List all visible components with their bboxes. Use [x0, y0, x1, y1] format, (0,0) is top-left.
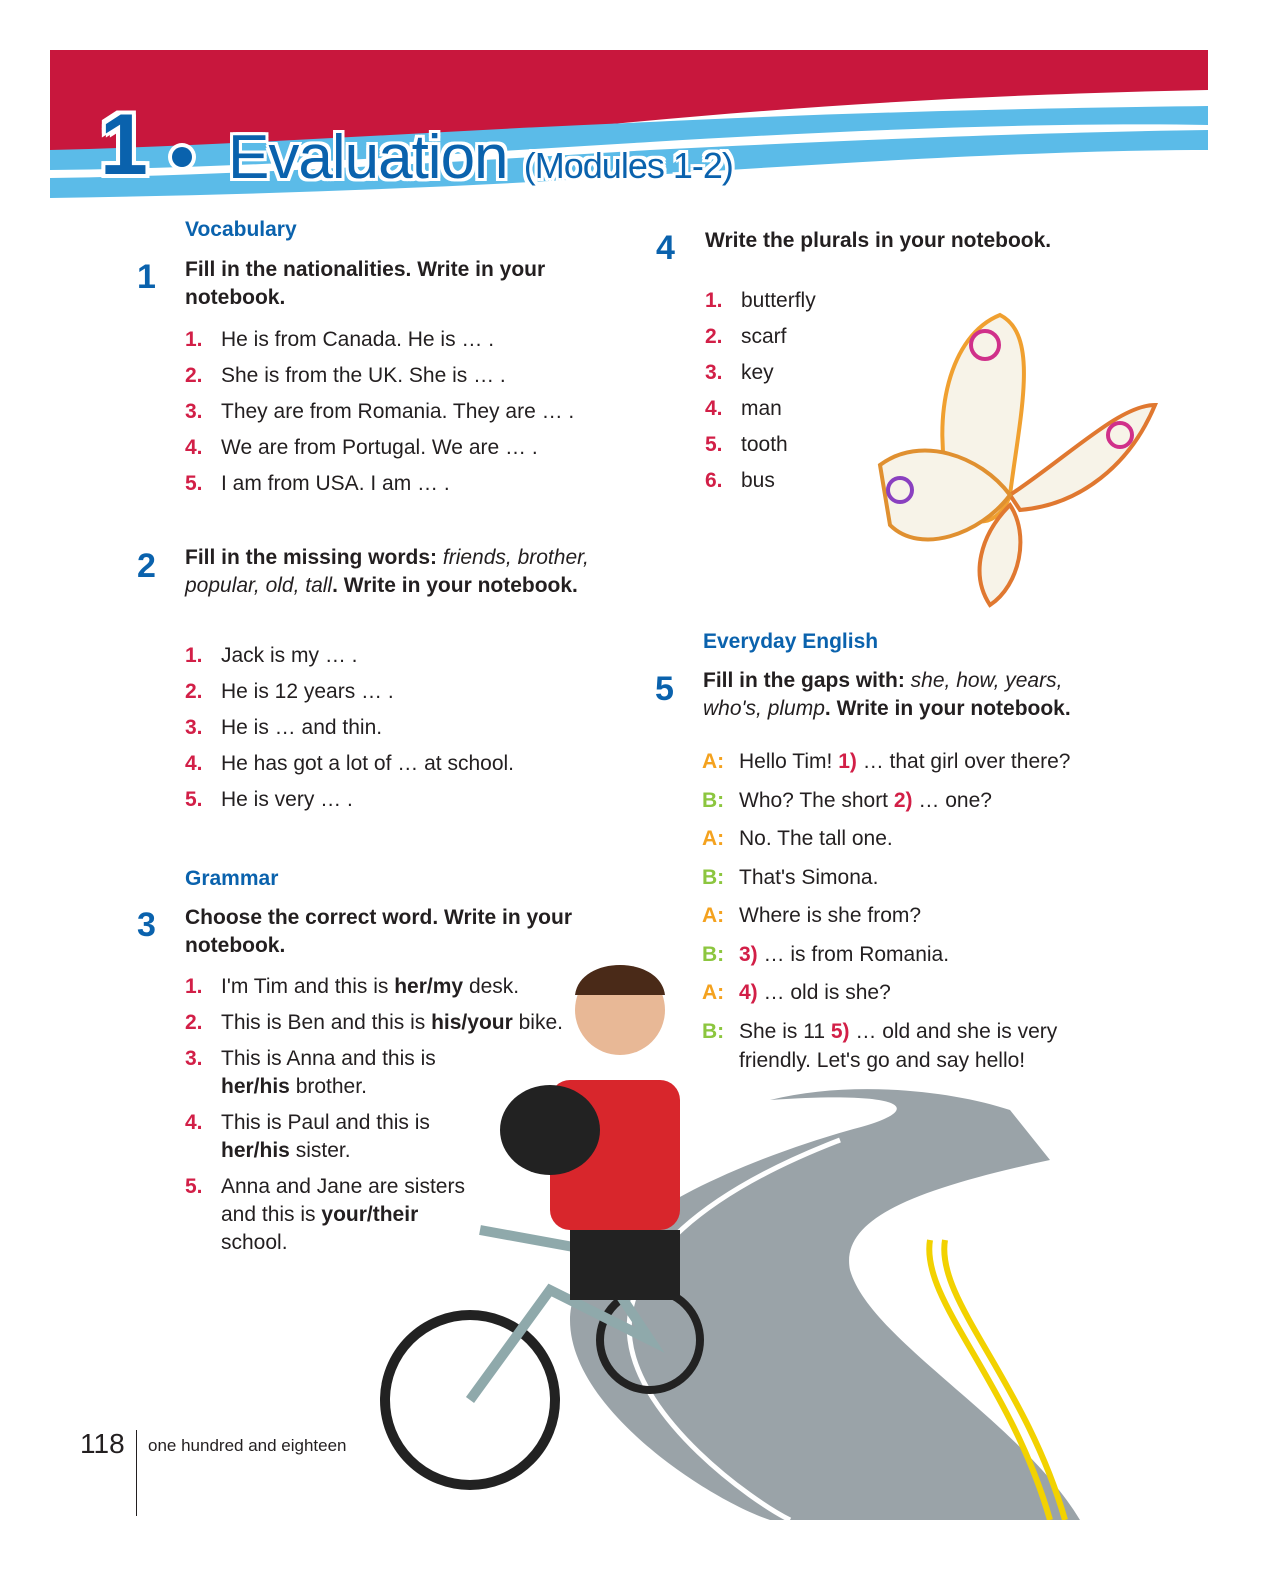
exercise-instruction: Fill in the nationalities. Write in your notebook.: [185, 258, 546, 309]
item-number: 5.: [185, 1175, 203, 1198]
item-text: key: [741, 361, 774, 384]
exercise-instruction: Write the plurals in your notebook.: [705, 229, 1052, 252]
page-title: [228, 122, 733, 193]
item-choice: her/his: [221, 1139, 290, 1162]
item-number: 2.: [185, 1011, 203, 1034]
item-number: 5.: [185, 472, 203, 495]
section-heading-grammar: Grammar: [185, 867, 279, 890]
item-number: 1.: [705, 289, 723, 312]
list-item: [705, 431, 865, 459]
item-number: 2.: [185, 364, 203, 387]
list-item: [185, 786, 625, 814]
section-heading-vocabulary: Vocabulary: [185, 218, 297, 241]
list-item: [705, 287, 865, 315]
item-text: bike.: [512, 1011, 563, 1034]
list-item: [185, 642, 625, 670]
item-number: 3.: [185, 400, 203, 423]
section-heading-everyday-english: Everyday English: [703, 630, 879, 653]
speaker-label: B:: [702, 865, 725, 889]
item-text: We are from Portugal. We are … .: [221, 436, 538, 459]
dialogue-text: Who? The short: [739, 788, 894, 812]
item-number: 5.: [705, 433, 723, 456]
dialogue-text: … is from Romania.: [757, 942, 950, 966]
page-number-words: one hundred and eighteen: [148, 1436, 347, 1455]
butterfly-image: [860, 295, 1160, 615]
exercise-1-items: [185, 326, 625, 506]
list-item: [185, 973, 601, 1001]
dialogue-text: … that girl over there?: [856, 750, 1071, 773]
footer-divider: [136, 1430, 137, 1516]
item-text: brother.: [289, 1075, 367, 1098]
gap-number: 3): [739, 942, 758, 966]
list-item: [185, 714, 625, 742]
item-choice: your/their: [321, 1203, 419, 1226]
item-number: 4.: [185, 436, 203, 459]
item-text: school.: [221, 1231, 288, 1254]
dialogue-line: [702, 978, 1092, 1007]
gap-number: 5): [830, 1019, 850, 1043]
dialogue-text: No. The tall one.: [739, 827, 893, 850]
dialogue-text: … old and she is very friendly. Let's go and say hello!: [739, 1019, 1058, 1072]
item-number: 5.: [185, 788, 203, 811]
item-number: 2.: [705, 325, 723, 348]
list-item: [185, 470, 625, 498]
item-number: 1.: [185, 644, 203, 667]
instruction-end: . Write in your notebook.: [824, 697, 1071, 720]
dialogue-text: … one?: [912, 788, 992, 812]
exercise-number: 2: [137, 547, 156, 585]
instruction-end: . Write in your notebook.: [332, 574, 578, 597]
item-number: 1.: [185, 975, 203, 998]
list-item: [185, 362, 625, 390]
instruction-text: Fill in the missing words:: [185, 546, 438, 569]
item-text: He is very … .: [221, 788, 353, 811]
speaker-label: B:: [702, 788, 725, 812]
item-text: man: [741, 397, 782, 420]
list-item: [185, 1045, 491, 1101]
item-text: Jack is my … .: [221, 644, 358, 667]
exercise-instruction: Choose the correct word. Write in your notebook.: [185, 906, 573, 957]
gap-number: 2): [893, 788, 913, 812]
exercise-instruction: [703, 667, 1103, 723]
title-subtitle: (Modules 1-2): [523, 145, 733, 186]
item-text: This is Ben and this is: [221, 1011, 432, 1034]
gap-number: 1): [838, 750, 857, 773]
title-text: Evaluation: [228, 123, 508, 192]
module-number: 1: [100, 97, 148, 193]
dialogue-line: [702, 901, 1092, 930]
instruction-text: Fill in the gaps with:: [703, 669, 905, 692]
dialogue-line: [702, 940, 1092, 969]
exercise-3-items: [185, 973, 601, 1265]
item-text: I'm Tim and this is: [221, 975, 395, 998]
speaker-label: A:: [702, 827, 725, 850]
dialogue-text: That's Simona.: [739, 865, 879, 889]
item-text: He is 12 years … .: [221, 680, 394, 703]
item-number: 4.: [705, 397, 723, 420]
dialogue-text: She is 11: [739, 1019, 831, 1043]
dialogue-line: [702, 786, 1092, 815]
exercise-number: 4: [656, 229, 675, 267]
item-text: He is … and thin.: [221, 716, 383, 739]
dialogue-line: [702, 1017, 1092, 1075]
list-item: [185, 434, 625, 462]
page-number: 118: [80, 1428, 125, 1459]
item-number: 3.: [705, 361, 723, 384]
item-text: scarf: [741, 325, 787, 348]
exercise-4-items: [705, 287, 865, 503]
speaker-label: B:: [702, 942, 725, 966]
list-item: [185, 1009, 566, 1037]
exercise-number: 1: [137, 258, 156, 296]
dialogue-text: … old is she?: [757, 981, 891, 1004]
list-item: [705, 323, 865, 351]
list-item: [185, 678, 625, 706]
speaker-label: A:: [702, 904, 725, 927]
gap-number: 4): [739, 981, 758, 1004]
dialogue-line: [702, 747, 1092, 776]
dialogue-text: Where is she from?: [739, 904, 922, 927]
item-text: butterfly: [741, 289, 816, 312]
item-number: 4.: [185, 752, 203, 775]
item-text: desk.: [463, 975, 520, 998]
item-text: Anna and Jane are sisters and this is: [221, 1175, 465, 1226]
item-text: They are from Romania. They are … .: [221, 400, 575, 423]
dialogue: [702, 747, 1092, 1084]
list-item: [185, 1109, 459, 1165]
item-number: 3.: [185, 716, 203, 739]
list-item: [185, 750, 625, 778]
item-text: This is Anna and this is: [221, 1047, 436, 1070]
list-item: [705, 467, 865, 495]
speaker-label: A:: [702, 981, 725, 1004]
item-choice: her/my: [394, 975, 464, 998]
item-number: 4.: [185, 1111, 203, 1134]
item-choice: his/your: [431, 1011, 513, 1034]
exercise-2-items: [185, 642, 625, 822]
list-item: [185, 398, 625, 426]
item-text: tooth: [741, 433, 788, 456]
item-text: bus: [741, 469, 775, 492]
list-item: [185, 326, 625, 354]
bullet-dot: [172, 147, 192, 167]
word-bank: friends, brother, popular, old, tall: [185, 546, 589, 597]
item-number: 6.: [705, 469, 723, 492]
item-text: This is Paul and this is: [221, 1111, 430, 1134]
list-item: [185, 1173, 466, 1257]
list-item: [705, 395, 865, 423]
word-bank: she, how, years, who's, plump: [703, 669, 1063, 720]
list-item: [705, 359, 865, 387]
speaker-label: A:: [702, 750, 725, 773]
exercise-number: 5: [655, 670, 674, 708]
dialogue-line: [702, 863, 1092, 892]
speaker-label: B:: [702, 1019, 725, 1043]
item-text: He is from Canada. He is … .: [221, 328, 495, 351]
exercise-instruction: [185, 544, 615, 600]
item-number: 1.: [185, 328, 203, 351]
dialogue-text: Hello Tim!: [739, 750, 839, 773]
item-text: He has got a lot of … at school.: [221, 752, 514, 775]
item-text: I am from USA. I am … .: [221, 472, 450, 495]
item-text: She is from the UK. She is … .: [221, 364, 506, 387]
item-text: sister.: [289, 1139, 351, 1162]
item-number: 2.: [185, 680, 203, 703]
exercise-number: 3: [137, 906, 156, 944]
item-choice: her/his: [221, 1075, 290, 1098]
item-number: 3.: [185, 1047, 203, 1070]
dialogue-line: [702, 824, 1092, 853]
